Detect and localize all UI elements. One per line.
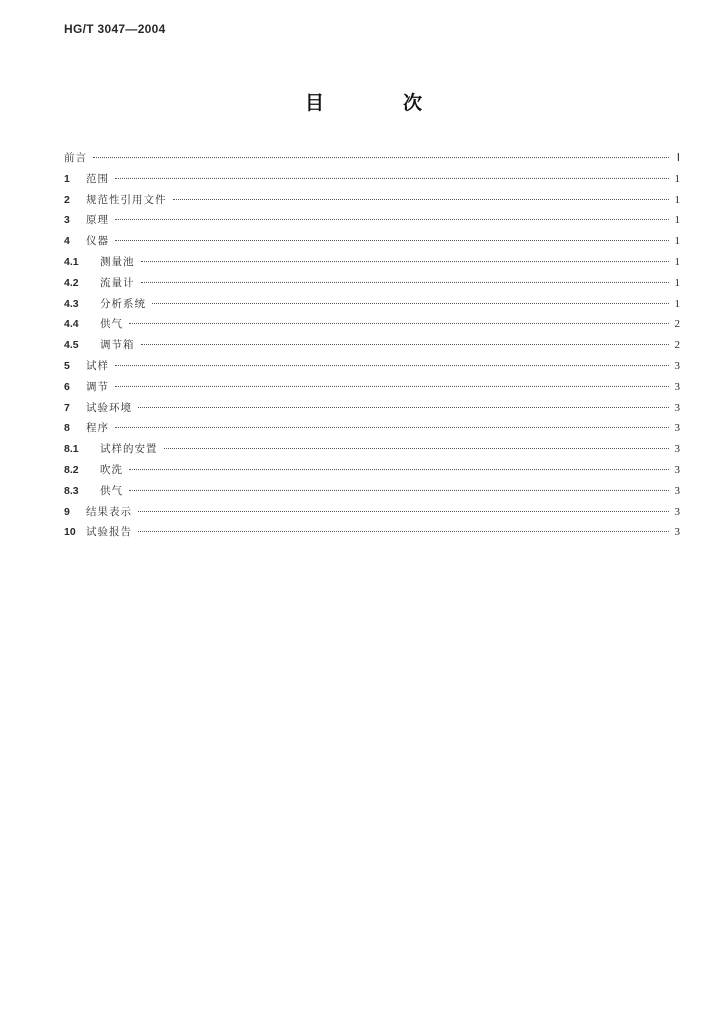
toc-entry[interactable] bbox=[64, 439, 680, 460]
toc-entry-number: 7 bbox=[64, 401, 70, 414]
toc-entry-title: 分析系统 bbox=[100, 297, 146, 310]
dot-leader bbox=[115, 427, 669, 428]
dot-leader bbox=[129, 323, 669, 324]
toc-entry-title: 流量计 bbox=[100, 276, 135, 289]
toc-entry-title: 仪器 bbox=[86, 235, 109, 248]
toc-entry[interactable] bbox=[64, 502, 680, 523]
toc-entry[interactable] bbox=[64, 460, 680, 481]
dot-leader bbox=[115, 178, 669, 179]
toc-entry[interactable] bbox=[64, 169, 680, 190]
toc-entry-title: 程序 bbox=[86, 422, 109, 435]
toc-entry-title: 试验报告 bbox=[86, 526, 132, 539]
toc-entry-number: 8.1 bbox=[64, 443, 79, 456]
toc-entry[interactable] bbox=[64, 294, 680, 315]
toc-entry-page-number: 2 bbox=[674, 339, 680, 352]
dot-leader bbox=[141, 261, 670, 262]
toc-entry[interactable] bbox=[64, 190, 680, 211]
toc-entry-page-number: 3 bbox=[674, 463, 680, 476]
toc-entry-number: 4.4 bbox=[64, 318, 79, 331]
toc-entry-page-number: 1 bbox=[674, 255, 680, 268]
toc-entry-page-number: 3 bbox=[674, 422, 680, 435]
toc-entry[interactable] bbox=[64, 314, 680, 335]
toc-entry-page-number: 3 bbox=[674, 484, 680, 497]
toc-entry-number: 4.2 bbox=[64, 276, 79, 289]
toc-entry-page-number: 1 bbox=[674, 276, 680, 289]
toc-entry-title: 供气 bbox=[100, 318, 123, 331]
dot-leader bbox=[138, 407, 669, 408]
dot-leader bbox=[115, 365, 669, 366]
toc-entry-page-number: 1 bbox=[674, 235, 680, 248]
toc-entry-number: 4.3 bbox=[64, 297, 79, 310]
page-title: 目 次 bbox=[304, 92, 452, 114]
toc-entry-title: 试样的安置 bbox=[100, 443, 158, 456]
toc-entry[interactable] bbox=[64, 481, 680, 502]
dot-leader bbox=[115, 219, 669, 220]
toc-entry-page-number: 3 bbox=[674, 505, 680, 518]
toc-entry-number: 1 bbox=[64, 172, 70, 185]
toc-entry-number: 4 bbox=[64, 235, 70, 248]
toc-entry-page-number: Ⅰ bbox=[676, 152, 680, 164]
toc-entry-number: 6 bbox=[64, 380, 70, 393]
toc-entry-title: 调节 bbox=[86, 380, 109, 393]
toc-entry-page-number: 3 bbox=[674, 380, 680, 393]
toc-entry-title: 前言 bbox=[64, 152, 87, 164]
toc-entry-number: 5 bbox=[64, 359, 70, 372]
toc-entry[interactable] bbox=[64, 148, 680, 169]
toc-entry-title: 规范性引用文件 bbox=[86, 193, 167, 206]
toc-entry-page-number: 3 bbox=[674, 359, 680, 372]
toc-entry-number: 3 bbox=[64, 214, 70, 227]
table-of-contents bbox=[64, 148, 680, 543]
toc-entry-number: 8.2 bbox=[64, 463, 79, 476]
toc-entry-page-number: 1 bbox=[674, 297, 680, 310]
toc-entry-number: 8.3 bbox=[64, 484, 79, 497]
dot-leader bbox=[93, 157, 669, 158]
toc-entry-number: 10 bbox=[64, 526, 76, 539]
toc-entry-page-number: 3 bbox=[674, 401, 680, 414]
toc-entry[interactable] bbox=[64, 273, 680, 294]
toc-entry[interactable] bbox=[64, 210, 680, 231]
toc-entry-number: 2 bbox=[64, 193, 70, 206]
toc-entry-title: 范围 bbox=[86, 172, 109, 185]
toc-entry-page-number: 3 bbox=[674, 443, 680, 456]
toc-entry[interactable] bbox=[64, 418, 680, 439]
dot-leader bbox=[141, 344, 670, 345]
toc-entry-title: 调节箱 bbox=[100, 339, 135, 352]
toc-entry[interactable] bbox=[64, 377, 680, 398]
dot-leader bbox=[138, 531, 669, 532]
toc-entry[interactable] bbox=[64, 231, 680, 252]
dot-leader bbox=[115, 240, 669, 241]
toc-entry[interactable] bbox=[64, 252, 680, 273]
dot-leader bbox=[115, 386, 669, 387]
dot-leader bbox=[173, 199, 670, 200]
dot-leader bbox=[138, 511, 669, 512]
toc-entry-title: 测量池 bbox=[100, 255, 135, 268]
toc-entry-page-number: 3 bbox=[674, 526, 680, 539]
toc-entry-page-number: 1 bbox=[674, 172, 680, 185]
dot-leader bbox=[141, 282, 670, 283]
toc-entry-title: 试样 bbox=[86, 359, 109, 372]
toc-entry-page-number: 1 bbox=[674, 214, 680, 227]
toc-entry-number: 9 bbox=[64, 505, 70, 518]
toc-entry-title: 吹洗 bbox=[100, 463, 123, 476]
toc-entry[interactable] bbox=[64, 522, 680, 543]
toc-entry-page-number: 2 bbox=[674, 318, 680, 331]
toc-entry[interactable] bbox=[64, 398, 680, 419]
toc-entry-title: 供气 bbox=[100, 484, 123, 497]
toc-entry-page-number: 1 bbox=[674, 193, 680, 206]
dot-leader bbox=[164, 448, 670, 449]
toc-entry[interactable] bbox=[64, 356, 680, 377]
toc-entry-title: 结果表示 bbox=[86, 505, 132, 518]
toc-entry[interactable] bbox=[64, 335, 680, 356]
toc-entry-number: 4.5 bbox=[64, 339, 79, 352]
dot-leader bbox=[129, 469, 669, 470]
toc-entry-number: 4.1 bbox=[64, 255, 79, 268]
dot-leader bbox=[152, 303, 669, 304]
toc-entry-title: 试验环境 bbox=[86, 401, 132, 414]
toc-entry-title: 原理 bbox=[86, 214, 109, 227]
toc-entry-number: 8 bbox=[64, 422, 70, 435]
dot-leader bbox=[129, 490, 669, 491]
standard-code-header: HG/T 3047—2004 bbox=[64, 22, 166, 36]
